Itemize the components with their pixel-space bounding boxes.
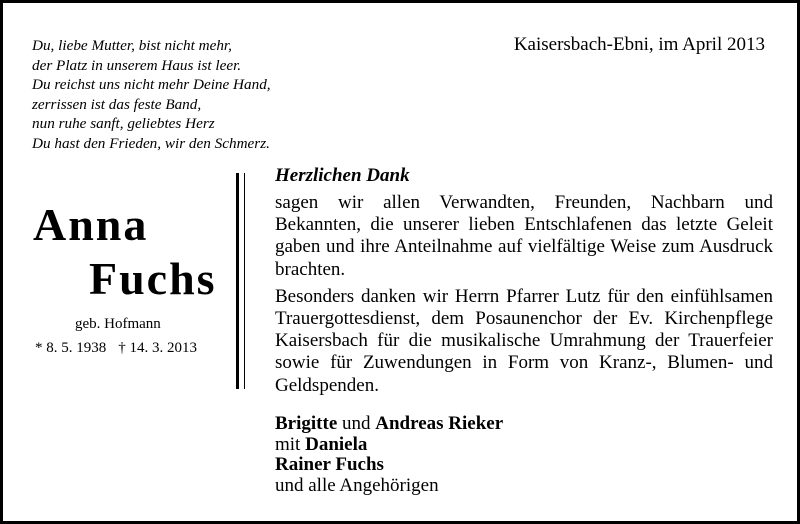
deceased-first-name: Anna — [33, 199, 149, 250]
signer-line-3 — [275, 455, 503, 476]
signer-line-1 — [275, 414, 503, 435]
signatories — [275, 414, 503, 496]
poem-line: nun ruhe sanft, geliebtes Herz — [32, 115, 215, 133]
signer-connector: und — [337, 413, 376, 434]
deceased-last-name: Fuchs — [89, 253, 217, 304]
signer-name: Rainer Fuchs — [275, 454, 384, 475]
signer-name: Andreas Rieker — [375, 413, 504, 434]
birth-name: geb. Hofmann — [75, 316, 161, 332]
place-and-date: Kaisersbach-Ebni, im April 2013 — [513, 34, 765, 55]
memorial-poem — [32, 36, 271, 154]
life-dates — [35, 339, 197, 357]
vertical-divider-thick — [236, 173, 239, 389]
thanks-paragraph-1: sagen wir allen Verwandten, Freunden, Nachbarn und Bekannten, die unserer lieben Entschlafenen das letzte Geleit gaben und ihre Anteilnahme auf vielfältige Weise zum Ausdruck brachten. — [275, 192, 773, 280]
birth-date: * 8. 5. 1938 — [35, 340, 107, 356]
thanks-heading: Herzlichen Dank — [275, 165, 410, 186]
poem-line: Du hast den Frieden, wir den Schmerz. — [32, 134, 270, 152]
signer-line-4: und alle Angehörigen — [275, 474, 439, 496]
poem-line: zerrissen ist das feste Band, — [32, 95, 202, 113]
vertical-divider-thin — [244, 173, 245, 389]
death-date: † 14. 3. 2013 — [118, 340, 197, 356]
signer-name: Daniela — [305, 433, 368, 455]
thank-you-message — [275, 163, 773, 397]
poem-line: der Platz in unserem Haus ist leer. — [32, 56, 242, 74]
signer-prefix: mit — [275, 433, 306, 455]
poem-line: Du, liebe Mutter, bist nicht mehr, — [32, 37, 232, 54]
poem-line: Du reichst uns nicht mehr Deine Hand, — [32, 76, 271, 94]
thanks-paragraph-2: Besonders danken wir Herrn Pfarrer Lutz für den einfühlsamen Trauergottesdienst, dem Posaunenchor der Ev. Kirchenpflege Kaisersbach für die musikalische Umrahmung der Trauerfeier sowie für Zuwendungen in Form von Kranz-, Blumen- und Geldspenden. — [275, 285, 773, 396]
signer-name: Brigitte — [275, 413, 338, 434]
signer-line-2 — [275, 435, 503, 456]
